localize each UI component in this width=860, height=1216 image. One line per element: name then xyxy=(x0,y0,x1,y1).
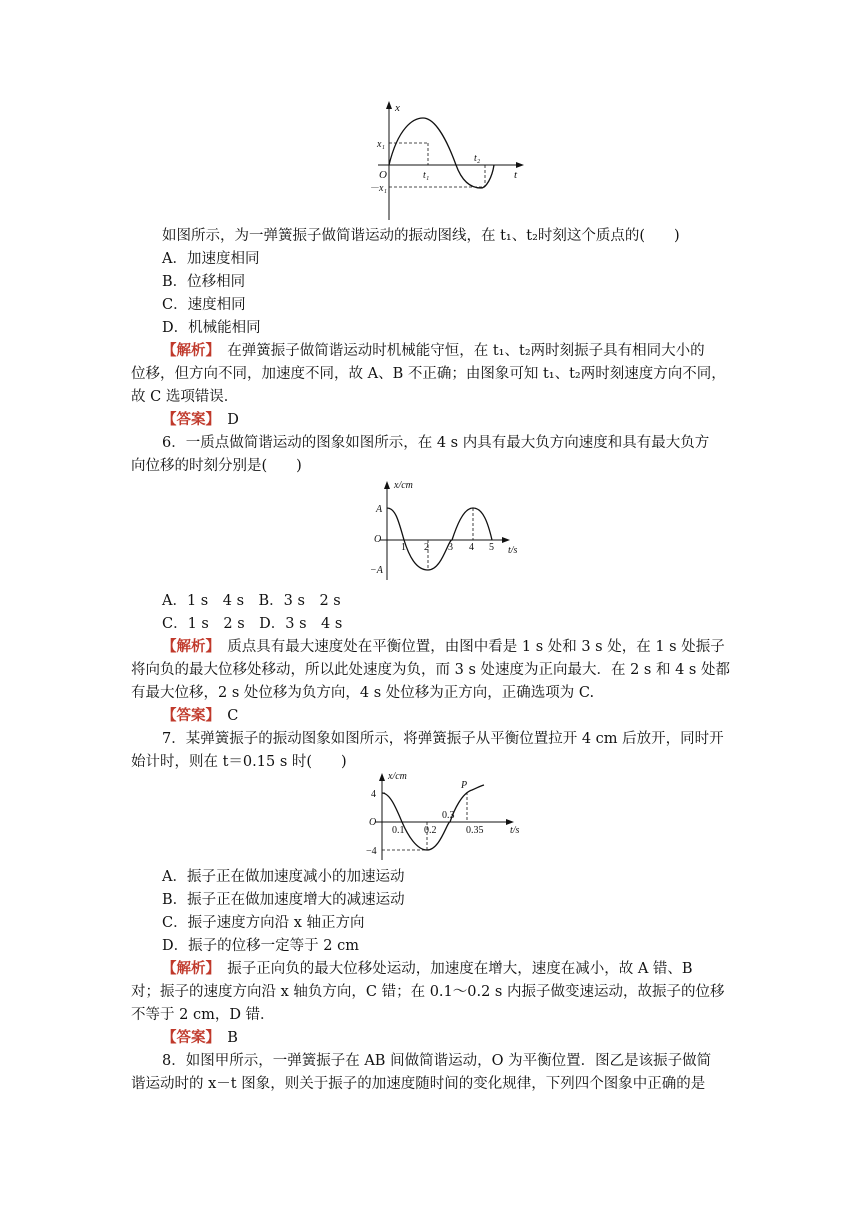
q7-fig-t01: 0.1 xyxy=(392,825,405,836)
q6-fig-origin: O xyxy=(374,534,382,545)
q7-answer xyxy=(162,1028,238,1048)
q7-fig-t02: 0.2 xyxy=(424,825,437,836)
q6-fig-tick-4: 4 xyxy=(469,542,474,553)
q5-figure xyxy=(368,98,538,223)
q6-fig-tick-2: 2 xyxy=(424,542,429,553)
q7-option-b: B．振子正在做加速度增大的减速运动 xyxy=(162,892,405,908)
q5-analysis-text-1: 在弹簧振子做简谐运动时机械能守恒，在 t₁、t₂两时刻振子具有相同大小的 xyxy=(227,343,705,359)
q5-answer-tag: 【答案】 xyxy=(162,411,213,428)
q7-fig-y4: 4 xyxy=(371,789,376,800)
q6-options-line-1: A．1 s 4 s B．3 s 2 s xyxy=(162,593,341,609)
q6-figure xyxy=(366,478,532,582)
q5-option-a: A．加速度相同 xyxy=(162,251,260,267)
q6-analysis-line-3: 有最大位移，2 s 处位移为负方向，4 s 处位移为正方向，正确选项为 C. xyxy=(131,685,595,701)
q5-option-c: C．速度相同 xyxy=(162,297,246,313)
q6-analysis-line-2: 将向负的最大位移处移动，所以此处速度为负，而 3 s 处速度为正向最大．在 2 s 和 4 s 处都 xyxy=(131,662,730,678)
q6-analysis-tag: 【解析】 xyxy=(162,638,213,655)
q6-analysis-line-1 xyxy=(162,637,725,657)
q8-stem-line-1: 8．如图甲所示，一弹簧振子在 AB 间做简谐运动，O 为平衡位置．图乙是该振子做简 xyxy=(162,1053,712,1069)
q5-analysis-line-1 xyxy=(162,341,705,361)
q6-answer-value: C xyxy=(227,708,239,724)
q8-stem-line-2: 谐运动时的 x－t 图象，则关于振子的加速度随时间的变化规律，下列四个图象中正确的是 xyxy=(131,1076,706,1092)
q5-fig-negx1: －x₁ xyxy=(369,183,387,194)
q7-fig-t03: 0.3 xyxy=(442,810,455,821)
q5-fig-axis-x: x xyxy=(395,102,400,114)
q7-analysis-line-2: 对；振子的速度方向沿 x 轴负方向，C 错；在 0.1～0.2 s 内振子做变速运动，故振子的位移 xyxy=(131,984,725,1000)
q5-analysis-line-2: 位移，但方向不同，加速度不同，故 A、B 不正确；由图象可知 t₁、t₂两时刻速度方向不同， xyxy=(131,366,726,382)
q5-answer xyxy=(162,410,239,430)
q6-answer-tag: 【答案】 xyxy=(162,707,213,724)
q7-stem-line-1: 7．某弹簧振子的振动图象如图所示，将弹簧振子从平衡位置拉开 4 cm 后放开，同时开 xyxy=(162,731,724,747)
q5-option-d: D．机械能相同 xyxy=(162,320,261,336)
q5-analysis-tag: 【解析】 xyxy=(162,342,213,359)
q6-fig-tick-5: 5 xyxy=(489,542,494,553)
q6-fig-tick-3: 3 xyxy=(448,542,453,553)
q6-fig-xlabel: t/s xyxy=(508,545,518,556)
q7-figure xyxy=(362,770,532,862)
q6-fig-negA: −A xyxy=(370,565,383,576)
q7-answer-value: B xyxy=(227,1030,238,1046)
q6-answer xyxy=(162,706,238,726)
q7-analysis-text-1: 振子正向负的最大位移处运动，加速度在增大，速度在减小，故 A 错、B xyxy=(227,961,693,977)
q7-fig-t035: 0.35 xyxy=(466,825,484,836)
q5-answer-value: D xyxy=(227,412,239,428)
q7-analysis-line-1 xyxy=(162,959,693,979)
q5-stem: 如图所示，为一弹簧振子做简谐运动的振动图线，在 t₁、t₂时刻这个质点的( ) xyxy=(162,228,680,244)
q6-stem-line-1: 6．一质点做简谐运动的图象如图所示，在 4 s 内具有最大负方向速度和具有最大负方 xyxy=(162,435,710,451)
q6-analysis-text-1: 质点具有最大速度处在平衡位置，由图中看是 1 s 处和 3 s 处，在 1 s 处振子 xyxy=(227,639,725,655)
q5-fig-x1: x₁ xyxy=(377,139,385,150)
q7-fig-P: P xyxy=(461,780,468,791)
q6-stem-line-2: 向位移的时刻分别是( ) xyxy=(131,458,302,474)
q7-analysis-line-3: 不等于 2 cm，D 错． xyxy=(131,1007,275,1023)
q5-fig-t1: t₁ xyxy=(423,170,430,181)
q6-fig-A: A xyxy=(376,504,383,515)
q7-option-a: A．振子正在做加速度减小的加速运动 xyxy=(162,869,405,885)
q5-fig-origin: O xyxy=(379,169,387,181)
q7-stem-line-2: 始计时，则在 t＝0.15 s 时( ) xyxy=(131,754,347,770)
q7-analysis-tag: 【解析】 xyxy=(162,960,213,977)
q7-fig-yneg4: −4 xyxy=(366,846,377,857)
q6-fig-tick-1: 1 xyxy=(401,542,406,553)
q5-option-b: B．位移相同 xyxy=(162,274,246,290)
q5-fig-axis-t: t xyxy=(514,169,518,181)
q7-fig-xlabel: t/s xyxy=(510,825,520,836)
q7-fig-origin: O xyxy=(369,817,377,828)
q6-fig-ylabel: x/cm xyxy=(394,480,413,491)
q7-option-d: D．振子的位移一定等于 2 cm xyxy=(162,938,359,954)
q7-fig-ylabel: x/cm xyxy=(388,771,407,782)
q7-option-c: C．振子速度方向沿 x 轴正方向 xyxy=(162,915,365,931)
q6-options-line-2: C．1 s 2 s D．3 s 4 s xyxy=(162,616,343,632)
q7-answer-tag: 【答案】 xyxy=(162,1029,213,1046)
q5-analysis-line-3: 故 C 选项错误． xyxy=(131,389,239,405)
q5-fig-t2: t₂ xyxy=(474,153,481,164)
